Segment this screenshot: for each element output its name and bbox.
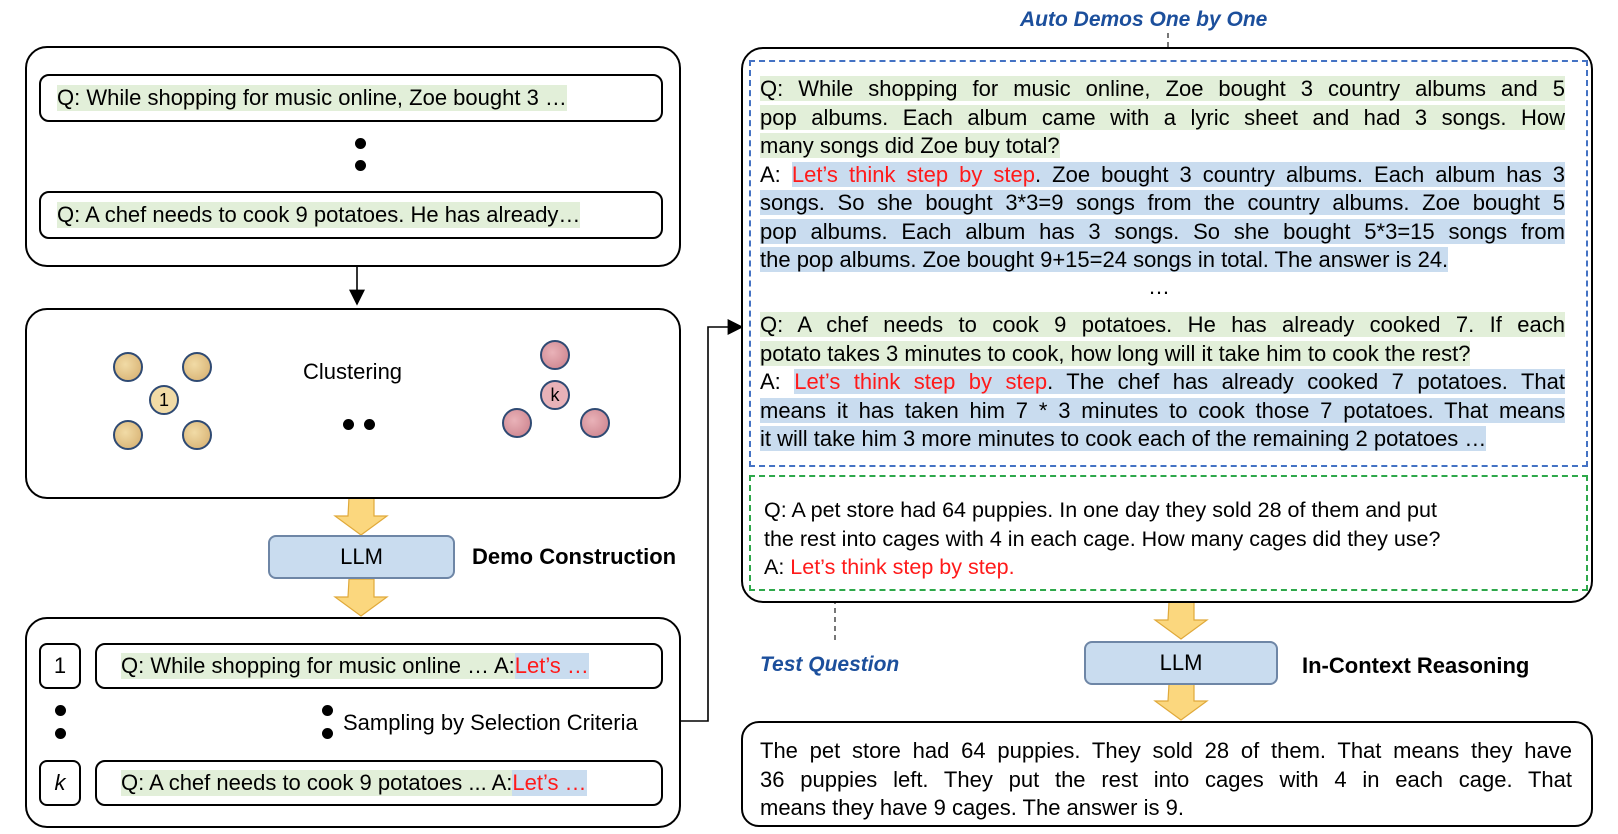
yellow-arrow-llm-to-sampling bbox=[335, 579, 387, 616]
connector-sampling-to-demos bbox=[676, 327, 742, 721]
vertical-ellipsis-dot bbox=[355, 138, 366, 149]
demo-1-a-line: . Zoe bought 3 country albums. Each album has 3 bbox=[1035, 161, 1565, 187]
question-1-text: Q: While shopping for music online, Zoe bought 3 … bbox=[57, 85, 567, 110]
clustering-label: Clustering bbox=[303, 359, 403, 384]
test-trigger: Let’s think step by step. bbox=[790, 555, 1015, 579]
demo-2-a-prefix: A: bbox=[760, 369, 795, 394]
demo-2-a-line: means it has taken him 7 * 3 minutes to cook those 7 potatoes. That means bbox=[760, 397, 1565, 423]
demos-ellipsis: … bbox=[1148, 274, 1170, 299]
demo-1-a-line: pop albums. Each album has 3 songs. So she bought 5*3=15 songs from bbox=[760, 218, 1565, 244]
vertical-ellipsis-dot bbox=[55, 728, 66, 739]
vertical-ellipsis-dot bbox=[322, 705, 333, 716]
vertical-ellipsis-dot bbox=[322, 728, 333, 739]
output-line: means they have 9 cages. The answer is 9. bbox=[760, 795, 1184, 820]
yellow-arrow-llm-to-output bbox=[1155, 684, 1207, 720]
llm-block-demo: LLM bbox=[268, 535, 455, 579]
demo-1-a-prefix: A: bbox=[760, 161, 792, 187]
vertical-ellipsis-dot bbox=[355, 160, 366, 171]
demo-1-a-line: the pop albums. Zoe bought 9+15=24 songs in total. The answer is 24. bbox=[760, 247, 1449, 272]
demo-box-k bbox=[95, 760, 663, 806]
question-point bbox=[113, 420, 143, 450]
demo-2-a-line: it will take him 3 more minutes to cook each of the remaining 2 potatoes … bbox=[760, 426, 1487, 451]
question-point bbox=[113, 352, 143, 382]
clustering-panel bbox=[25, 308, 681, 499]
demo-2-a-line: . The chef has already cooked 7 potatoes. That bbox=[1047, 369, 1565, 394]
question-point bbox=[182, 420, 212, 450]
question-point bbox=[580, 408, 610, 438]
yellow-arrow-demos-to-llm bbox=[1155, 602, 1207, 639]
demo-k-trigger: Let’s … bbox=[512, 770, 587, 795]
cluster-k-center bbox=[540, 380, 570, 410]
demo-1-q-line: Q: While shopping for music online, Zoe bought 3 country albums and 5 bbox=[760, 76, 1565, 101]
test-q-line: the rest into cages with 4 in each cage. How many cages did they use? bbox=[764, 526, 1441, 551]
demo-1-trigger: Let’s think step by step bbox=[791, 161, 1036, 187]
demo-box-1 bbox=[95, 643, 663, 689]
demo-index-k bbox=[39, 760, 81, 806]
output-block bbox=[760, 737, 1572, 823]
demo-1-trigger: Let’s … bbox=[514, 653, 589, 678]
horizontal-ellipsis-dot bbox=[343, 419, 354, 430]
output-line: 36 puppies left. They put the rest into cages with 4 in each cage. That bbox=[760, 766, 1572, 792]
demo-2-trigger: Let’s think step by step bbox=[794, 369, 1048, 394]
demo-1-question: Q: While shopping for music online … A: bbox=[121, 653, 515, 678]
demo-construction-label: Demo Construction bbox=[472, 544, 677, 569]
demo-index-k-label: k bbox=[54, 770, 66, 795]
output-line: The pet store had 64 puppies. They sold 28 of them. That means they have bbox=[760, 738, 1572, 763]
question-box-2 bbox=[39, 191, 663, 239]
question-2-text: Q: A chef needs to cook 9 potatoes. He has already… bbox=[57, 202, 581, 227]
question-point bbox=[502, 408, 532, 438]
demo-2-q-line: potato takes 3 minutes to cook, how long will it take him to cook the rest? bbox=[760, 340, 1471, 366]
in-context-reasoning-label: In-Context Reasoning bbox=[1302, 653, 1530, 678]
test-question-block bbox=[764, 496, 1554, 582]
demo-1-q-line: pop albums. Each album came with a lyric sheet and had 3 songs. How bbox=[760, 104, 1565, 130]
demo-index-1: 1 bbox=[39, 643, 81, 689]
test-a-prefix: A: bbox=[764, 555, 791, 579]
yellow-arrow-clustering-to-llm bbox=[335, 497, 387, 535]
sampling-criteria-label: Sampling by Selection Criteria bbox=[343, 710, 638, 735]
demo-1-q-line: many songs did Zoe buy total? bbox=[760, 133, 1060, 158]
cluster-1-label: 1 bbox=[158, 389, 169, 410]
question-point bbox=[540, 340, 570, 370]
horizontal-ellipsis-dot bbox=[364, 419, 375, 430]
question-point bbox=[182, 352, 212, 382]
cluster-1-center bbox=[149, 385, 179, 415]
demo-2-block bbox=[760, 311, 1565, 454]
test-q-line: Q: A pet store had 64 puppies. In one day they sold 28 of them and put bbox=[764, 498, 1437, 522]
auto-demos-title: Auto Demos One by One bbox=[1020, 8, 1268, 31]
llm-block-reasoning: LLM bbox=[1084, 641, 1278, 685]
test-question-label: Test Question bbox=[760, 653, 900, 676]
question-box-1 bbox=[39, 74, 663, 122]
demo-1-a-line: songs. So she bought 3*3=9 songs from the country albums. Zoe bought 5 bbox=[760, 190, 1565, 215]
cluster-k-label: k bbox=[550, 384, 560, 405]
vertical-ellipsis-dot bbox=[55, 705, 66, 716]
demo-k-question: Q: A chef needs to cook 9 potatoes ... A: bbox=[121, 770, 513, 795]
demo-2-q-line: Q: A chef needs to cook 9 potatoes. He has already cooked 7. If each bbox=[760, 312, 1565, 337]
demo-1-block bbox=[760, 75, 1565, 275]
